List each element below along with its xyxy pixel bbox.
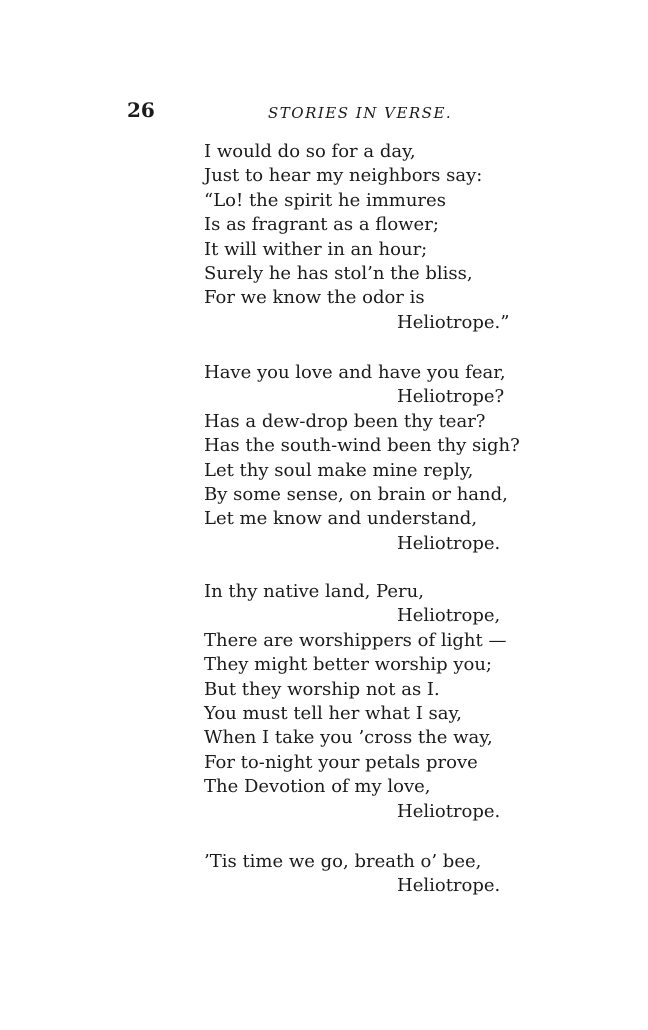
poem-line: But they worship not as I. [204,678,440,700]
poem-line: Is as fragrant as a flower; [204,214,439,236]
poem-line: Has the south-wind been thy sigh? [204,435,520,457]
refrain-line: Heliotrope. [397,875,501,897]
poem-line: The Devotion of my love, [204,776,431,798]
refrain-line: Heliotrope. [397,532,501,554]
poem-line: They might better worship you; [204,654,492,676]
refrain-line: Heliotrope.” [397,311,510,333]
poem-line: In thy native land, Peru, [204,581,424,602]
poem-line: For we know the odor is [204,287,425,309]
poem-line: Has a dew-drop been thy tear? [204,410,486,432]
stanza-4 [204,850,534,899]
stanza-2 [204,361,534,556]
poem-line: ’Tis time we go, breath o’ bee, [204,851,482,872]
refrain-line: Heliotrope, [397,605,501,627]
poem-line: Let me know and understand, [204,508,478,530]
page-number: 26 [127,98,155,122]
poem-line: “Lo! the spirit he immures [204,189,446,211]
poem-line: There are worshippers of light — [204,629,507,651]
poem-line: By some sense, on brain or hand, [204,484,508,506]
poem-line: When I take you ’cross the way, [204,727,493,749]
poem-line: Have you love and have you fear, [204,362,506,383]
poem-line: You must tell her what I say, [204,703,463,725]
refrain-line: Heliotrope. [397,800,501,822]
poem-line: It will wither in an hour; [204,238,428,260]
poem-line: Surely he has stol’n the bliss, [204,263,473,285]
stanza-1 [204,140,534,335]
poem-line: I would do so for a day, [204,141,416,162]
stanza-3 [204,580,534,824]
poem-line: Just to hear my neighbors say: [204,165,483,187]
running-title: STORIES IN VERSE. [268,104,453,122]
poem-line: Let thy soul make mine reply, [204,459,474,481]
refrain-line: Heliotrope? [397,386,505,408]
poem-line: For to-night your petals prove [204,751,478,773]
